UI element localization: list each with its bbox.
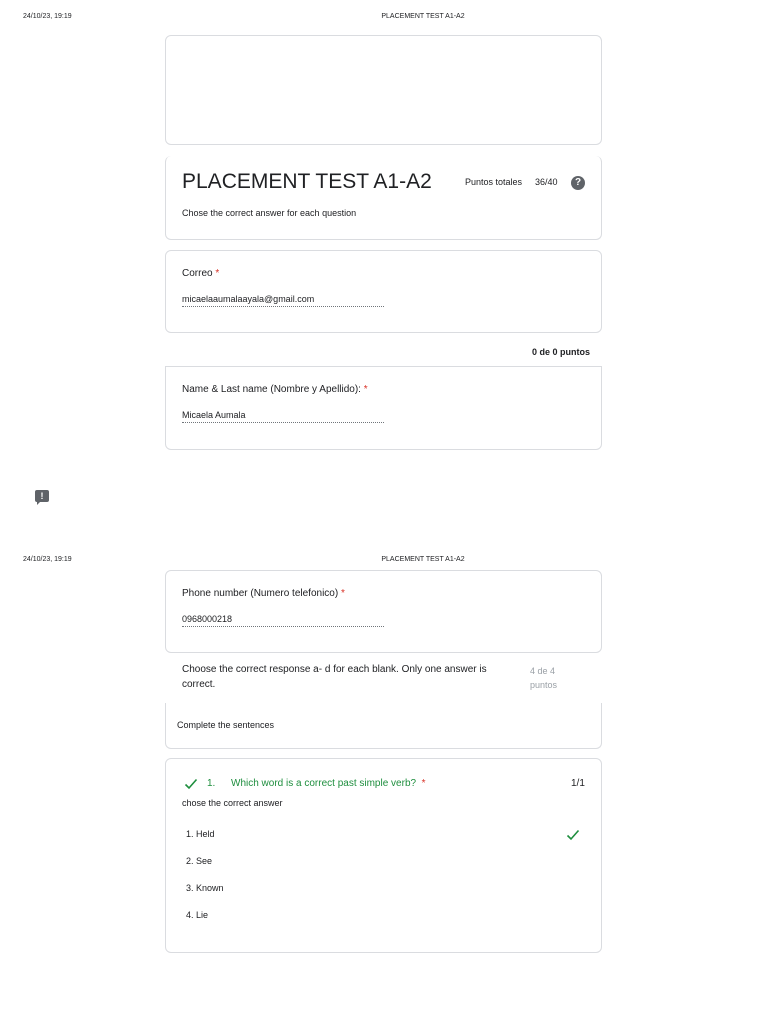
required-mark: *: [340, 588, 345, 599]
phone-label: Phone number (Numero telefonico) *: [182, 588, 345, 599]
check-icon: [184, 778, 198, 790]
total-points-value: 36/40: [535, 177, 558, 187]
report-feedback-icon[interactable]: !: [35, 490, 49, 502]
email-card: [165, 250, 602, 333]
required-mark: *: [215, 268, 220, 279]
required-mark: *: [363, 384, 368, 395]
phone-value: 0968000218: [182, 614, 384, 627]
name-value: Micaela Aumala: [182, 410, 384, 423]
help-icon[interactable]: ?: [571, 176, 585, 190]
print-header: [0, 13, 768, 27]
correct-answer-check-icon: [566, 829, 580, 841]
form-title: PLACEMENT TEST A1-A2: [182, 170, 432, 193]
form-description: Chose the correct answer for each question: [182, 208, 357, 218]
print-date: 24/10/23, 19:19: [23, 556, 72, 563]
form-title-card: [165, 156, 602, 240]
option-4[interactable]: 4. Lie: [186, 910, 209, 920]
question-card: [165, 758, 602, 953]
option-2[interactable]: 2. See: [186, 856, 213, 866]
name-label: Name & Last name (Nombre y Apellido): *: [182, 384, 368, 395]
question-description: chose the correct answer: [182, 798, 283, 808]
question-text: Which word is a correct past simple verb? *: [231, 778, 426, 789]
print-date: 24/10/23, 19:19: [23, 13, 72, 20]
print-title: PLACEMENT TEST A1-A2: [381, 13, 465, 20]
question-number: 1.: [207, 778, 216, 789]
section2-points: 4 de 4 puntos: [530, 666, 558, 690]
phone-card: [165, 570, 602, 653]
option-3[interactable]: 3. Known: [186, 883, 224, 893]
section2-description: Complete the sentences: [177, 720, 275, 730]
option-1[interactable]: 1. Held: [186, 829, 215, 839]
email-label: Correo *: [182, 268, 220, 279]
email-value: micaelaaumalaayala@gmail.com: [182, 294, 384, 307]
print-title: PLACEMENT TEST A1-A2: [381, 556, 465, 563]
required-mark: *: [421, 778, 426, 789]
section-points: 0 de 0 puntos: [532, 347, 591, 357]
header-image-card: [165, 35, 602, 145]
section2-description-card: [165, 703, 602, 749]
total-points-label: Puntos totales: [465, 177, 523, 187]
name-card: [165, 366, 602, 450]
section2-title: Choose the correct response a- d for each blank. Only one answer is correct.: [182, 664, 487, 690]
print-header-page2: [0, 556, 768, 570]
question-score: 1/1: [571, 778, 585, 789]
